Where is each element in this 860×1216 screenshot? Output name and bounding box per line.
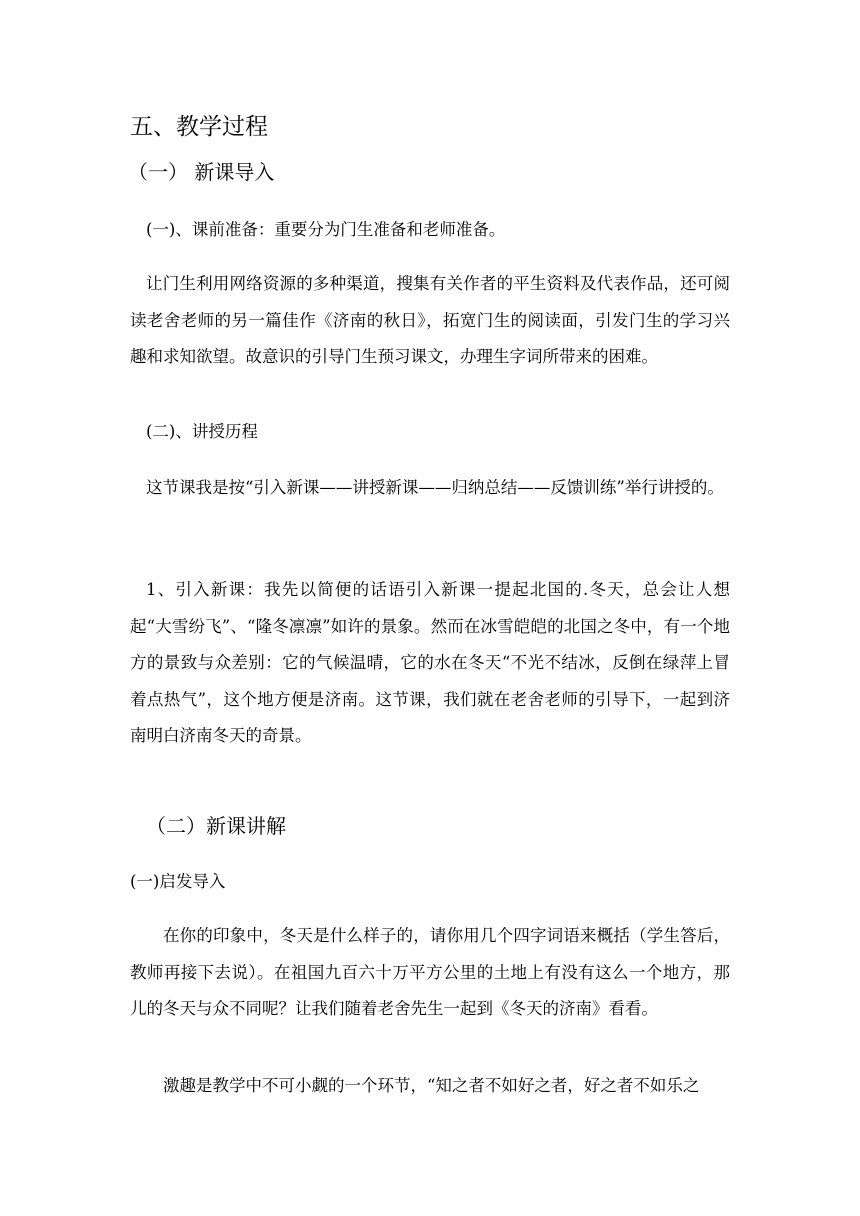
paragraph-preparation: 让门生利用网络资源的多种渠道，搜集有关作者的平生资料及代表作品，还可阅读老舍老师的另一篇佳作《济南的秋日》，拓宽门生的阅读面，引发门生的学习兴趣和求知欲望。故意识的引导门生预习课文，办理生字词所带来的困难。 [130,274,730,366]
paragraph-winter-impression: 在你的印象中，冬天是什么样子的，请你用几个四字词语来概括（学生答后，教师再接下去说）。在祖国九百六十万平方公里的土地上有没有这么一个地方，那儿的冬天与众不同呢？让我们随着老舍先生一起到《冬天的济南》看看。 [130,926,730,1018]
paragraph-lesson-structure: 这节课我是按“引入新课——讲授新课——归纳总结——反馈训练”举行讲授的。 [146,478,724,497]
paragraph-introduce-lesson: 1、引入新课：我先以简便的话语引入新课一提起北国的.冬天，总会让人想起“大雪纷飞”、“隆冬凛凛”如许的景象。然而在冰雪皑皑的北国之冬中，有一个地方的景致与众差别：它的气候温晴，它的水在冬天“不光不结冰，反倒在绿萍上冒着点热气”，这个地方便是济南。这节课，我们就在老舍老师的引导下，一起到济南明白济南冬天的奇景。 [130,580,730,745]
section-title: 五、教学过程 [130,114,268,140]
subsection-title-lesson-explanation: （二）新课讲解 [146,814,286,838]
item-heading-preparation: (一)、课前准备：重要分为门生准备和老师准备。 [146,220,506,239]
item-heading-teaching-process: (二)、讲授历程 [146,422,258,441]
paragraph-motivation: 激趣是教学中不可小觑的一个环节，“知之者不如好之者，好之者不如乐之 [163,1076,700,1095]
item-heading-inspire-intro: (一)启发导入 [130,872,226,891]
subsection-title-new-lesson-intro: （一） 新课导入 [128,160,275,184]
